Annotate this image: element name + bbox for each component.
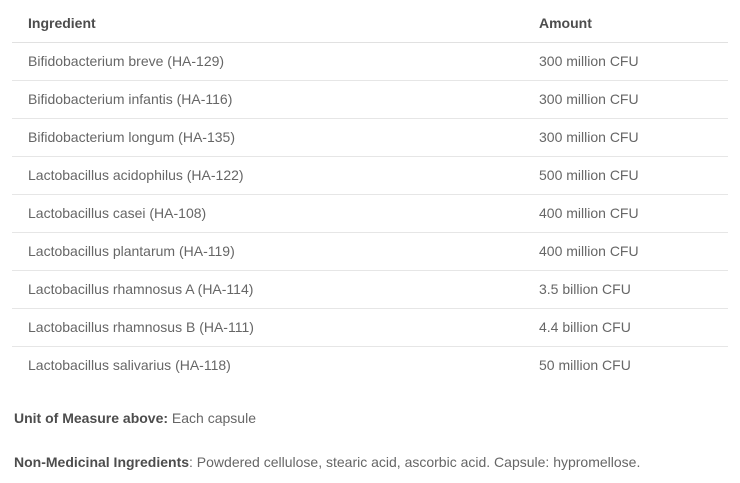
ingredient-cell: Lactobacillus rhamnosus B (HA-111) (12, 309, 523, 347)
unit-of-measure-value: Each capsule (168, 410, 256, 426)
unit-of-measure-note (12, 409, 728, 428)
table-row (12, 347, 728, 385)
table-row (12, 309, 728, 347)
ingredient-cell: Lactobacillus salivarius (HA-118) (28, 357, 231, 373)
table-body (12, 43, 728, 385)
table-row (12, 43, 728, 81)
ingredient-column-header: Ingredient (12, 0, 523, 43)
table-row (12, 81, 728, 119)
ingredient-cell: Bifidobacterium longum (HA-135) (12, 119, 523, 157)
non-medicinal-value: : Powdered cellulose, stearic acid, ascorbic acid. Capsule: hypromellose. (189, 454, 641, 470)
amount-cell: 4.4 billion CFU (523, 309, 728, 347)
table-row (12, 119, 728, 157)
ingredient-cell: Lactobacillus rhamnosus A (HA-114) (12, 271, 523, 309)
non-medicinal-label: Non-Medicinal Ingredients (14, 454, 190, 470)
amount-cell: 50 million CFU (539, 357, 631, 373)
ingredients-table (12, 0, 728, 384)
amount-column-header: Amount (523, 0, 728, 43)
table-row (12, 271, 728, 309)
ingredient-cell: Lactobacillus casei (HA-108) (12, 195, 523, 233)
table-row (12, 233, 728, 271)
amount-cell: 400 million CFU (523, 195, 728, 233)
ingredient-cell: Lactobacillus acidophilus (HA-122) (12, 157, 523, 195)
table-row (12, 195, 728, 233)
table-header-row (12, 0, 728, 43)
amount-cell: 300 million CFU (523, 119, 728, 157)
amount-cell: 400 million CFU (523, 233, 728, 271)
amount-cell: 300 million CFU (523, 43, 728, 81)
unit-of-measure-label: Unit of Measure above: (14, 410, 169, 426)
ingredient-cell: Lactobacillus plantarum (HA-119) (12, 233, 523, 271)
amount-cell: 300 million CFU (523, 81, 728, 119)
ingredient-cell: Bifidobacterium breve (HA-129) (12, 43, 523, 81)
ingredient-cell: Bifidobacterium infantis (HA-116) (12, 81, 523, 119)
amount-cell: 500 million CFU (523, 157, 728, 195)
amount-cell: 3.5 billion CFU (523, 271, 728, 309)
non-medicinal-note (12, 453, 728, 472)
table-row (12, 157, 728, 195)
